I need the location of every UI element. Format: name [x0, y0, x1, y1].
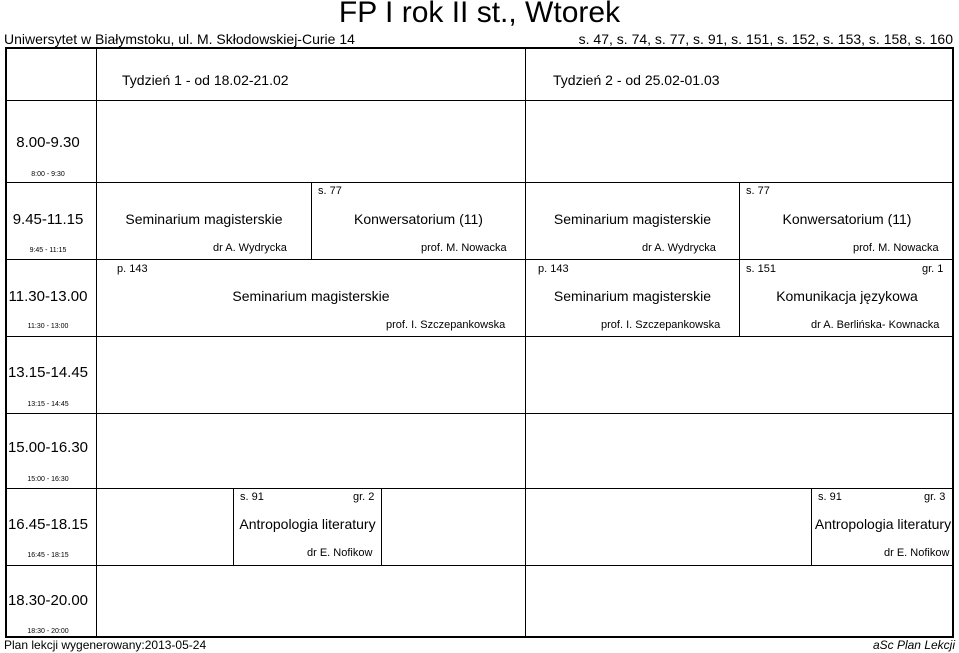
page-title: FP I rok II st., Wtorek: [338, 0, 621, 29]
lesson-room: s. 91: [240, 491, 264, 503]
lesson-teacher: prof. M. Nowacka: [421, 242, 507, 254]
week-1-header: Tydzień 1 - od 18.02-21.02: [122, 72, 289, 88]
lesson-teacher: dr E. Nofikow: [884, 547, 950, 559]
lesson-teacher: dr E. Nofikow: [307, 547, 373, 559]
lesson-teacher: prof. M. Nowacka: [853, 242, 939, 254]
lesson-group: gr. 2: [353, 491, 375, 503]
lesson-room: s. 77: [746, 185, 770, 197]
lesson-subject: Komunikacja językowa: [776, 288, 918, 304]
period-sub: 18:30 - 20:00: [27, 628, 69, 635]
period-label: 16.45-18.15: [7, 516, 89, 533]
lesson-subject: Seminarium magisterskie: [125, 211, 283, 227]
lesson-room: p. 143: [538, 263, 569, 275]
lesson-subject: Konwersatorium (11): [782, 211, 912, 227]
lesson-subject: Seminarium magisterskie: [553, 288, 712, 304]
period-sub: 13:15 - 14:45: [27, 401, 69, 408]
institution: Uniwersytet w Białymstoku, ul. M. Skłodowskiej-Curie 14: [4, 31, 355, 47]
period-sub: 11:30 - 13:00: [27, 323, 69, 330]
lesson-teacher: dr A. Wydrycka: [642, 242, 716, 254]
lesson-group: gr. 1: [922, 263, 944, 275]
lesson-room: p. 143: [117, 263, 148, 275]
lesson-subject: Seminarium magisterskie: [553, 211, 712, 227]
lesson-room: s. 77: [318, 185, 342, 197]
lesson-subject: Antropologia literatury: [814, 516, 952, 532]
lesson-teacher: dr A. Wydrycka: [213, 242, 287, 254]
period-sub: 8:00 - 9:30: [31, 171, 65, 178]
lesson-group: gr. 3: [924, 491, 946, 503]
brand-note: aSc Plan Lekcji: [872, 638, 955, 652]
lesson-subject: Konwersatorium (11): [354, 211, 483, 227]
lesson-teacher: prof. I. Szczepankowska: [386, 319, 506, 331]
period-sub: 15:00 - 16:30: [27, 476, 69, 483]
period-label: 9.45-11.15: [12, 211, 84, 228]
period-label: 15.00-16.30: [7, 439, 89, 456]
period-sub: 16:45 - 18:15: [27, 552, 69, 559]
period-label: 13.15-14.45: [7, 364, 89, 381]
lesson-room: s. 91: [818, 491, 842, 503]
lesson-teacher: prof. I. Szczepankowska: [601, 319, 721, 331]
period-label: 11.30-13.00: [8, 288, 88, 305]
lesson-subject: Seminarium magisterskie: [232, 288, 390, 304]
lesson-subject: Antropologia literatury: [239, 516, 376, 532]
period-label: 18.30-20.00: [7, 592, 89, 609]
generated-note: Plan lekcji wygenerowany:2013-05-24: [4, 638, 207, 652]
period-label: 8.00-9.30: [16, 134, 80, 151]
lesson-teacher: dr A. Berlińska- Kownacka: [811, 319, 940, 331]
period-sub: 9:45 - 11:15: [29, 247, 67, 254]
lesson-room: s. 151: [746, 263, 776, 275]
room-list: s. 47, s. 74, s. 77, s. 91, s. 151, s. 152, s. 153, s. 158, s. 160: [578, 31, 953, 47]
week-2-header: Tydzień 2 - od 25.02-01.03: [553, 72, 720, 88]
